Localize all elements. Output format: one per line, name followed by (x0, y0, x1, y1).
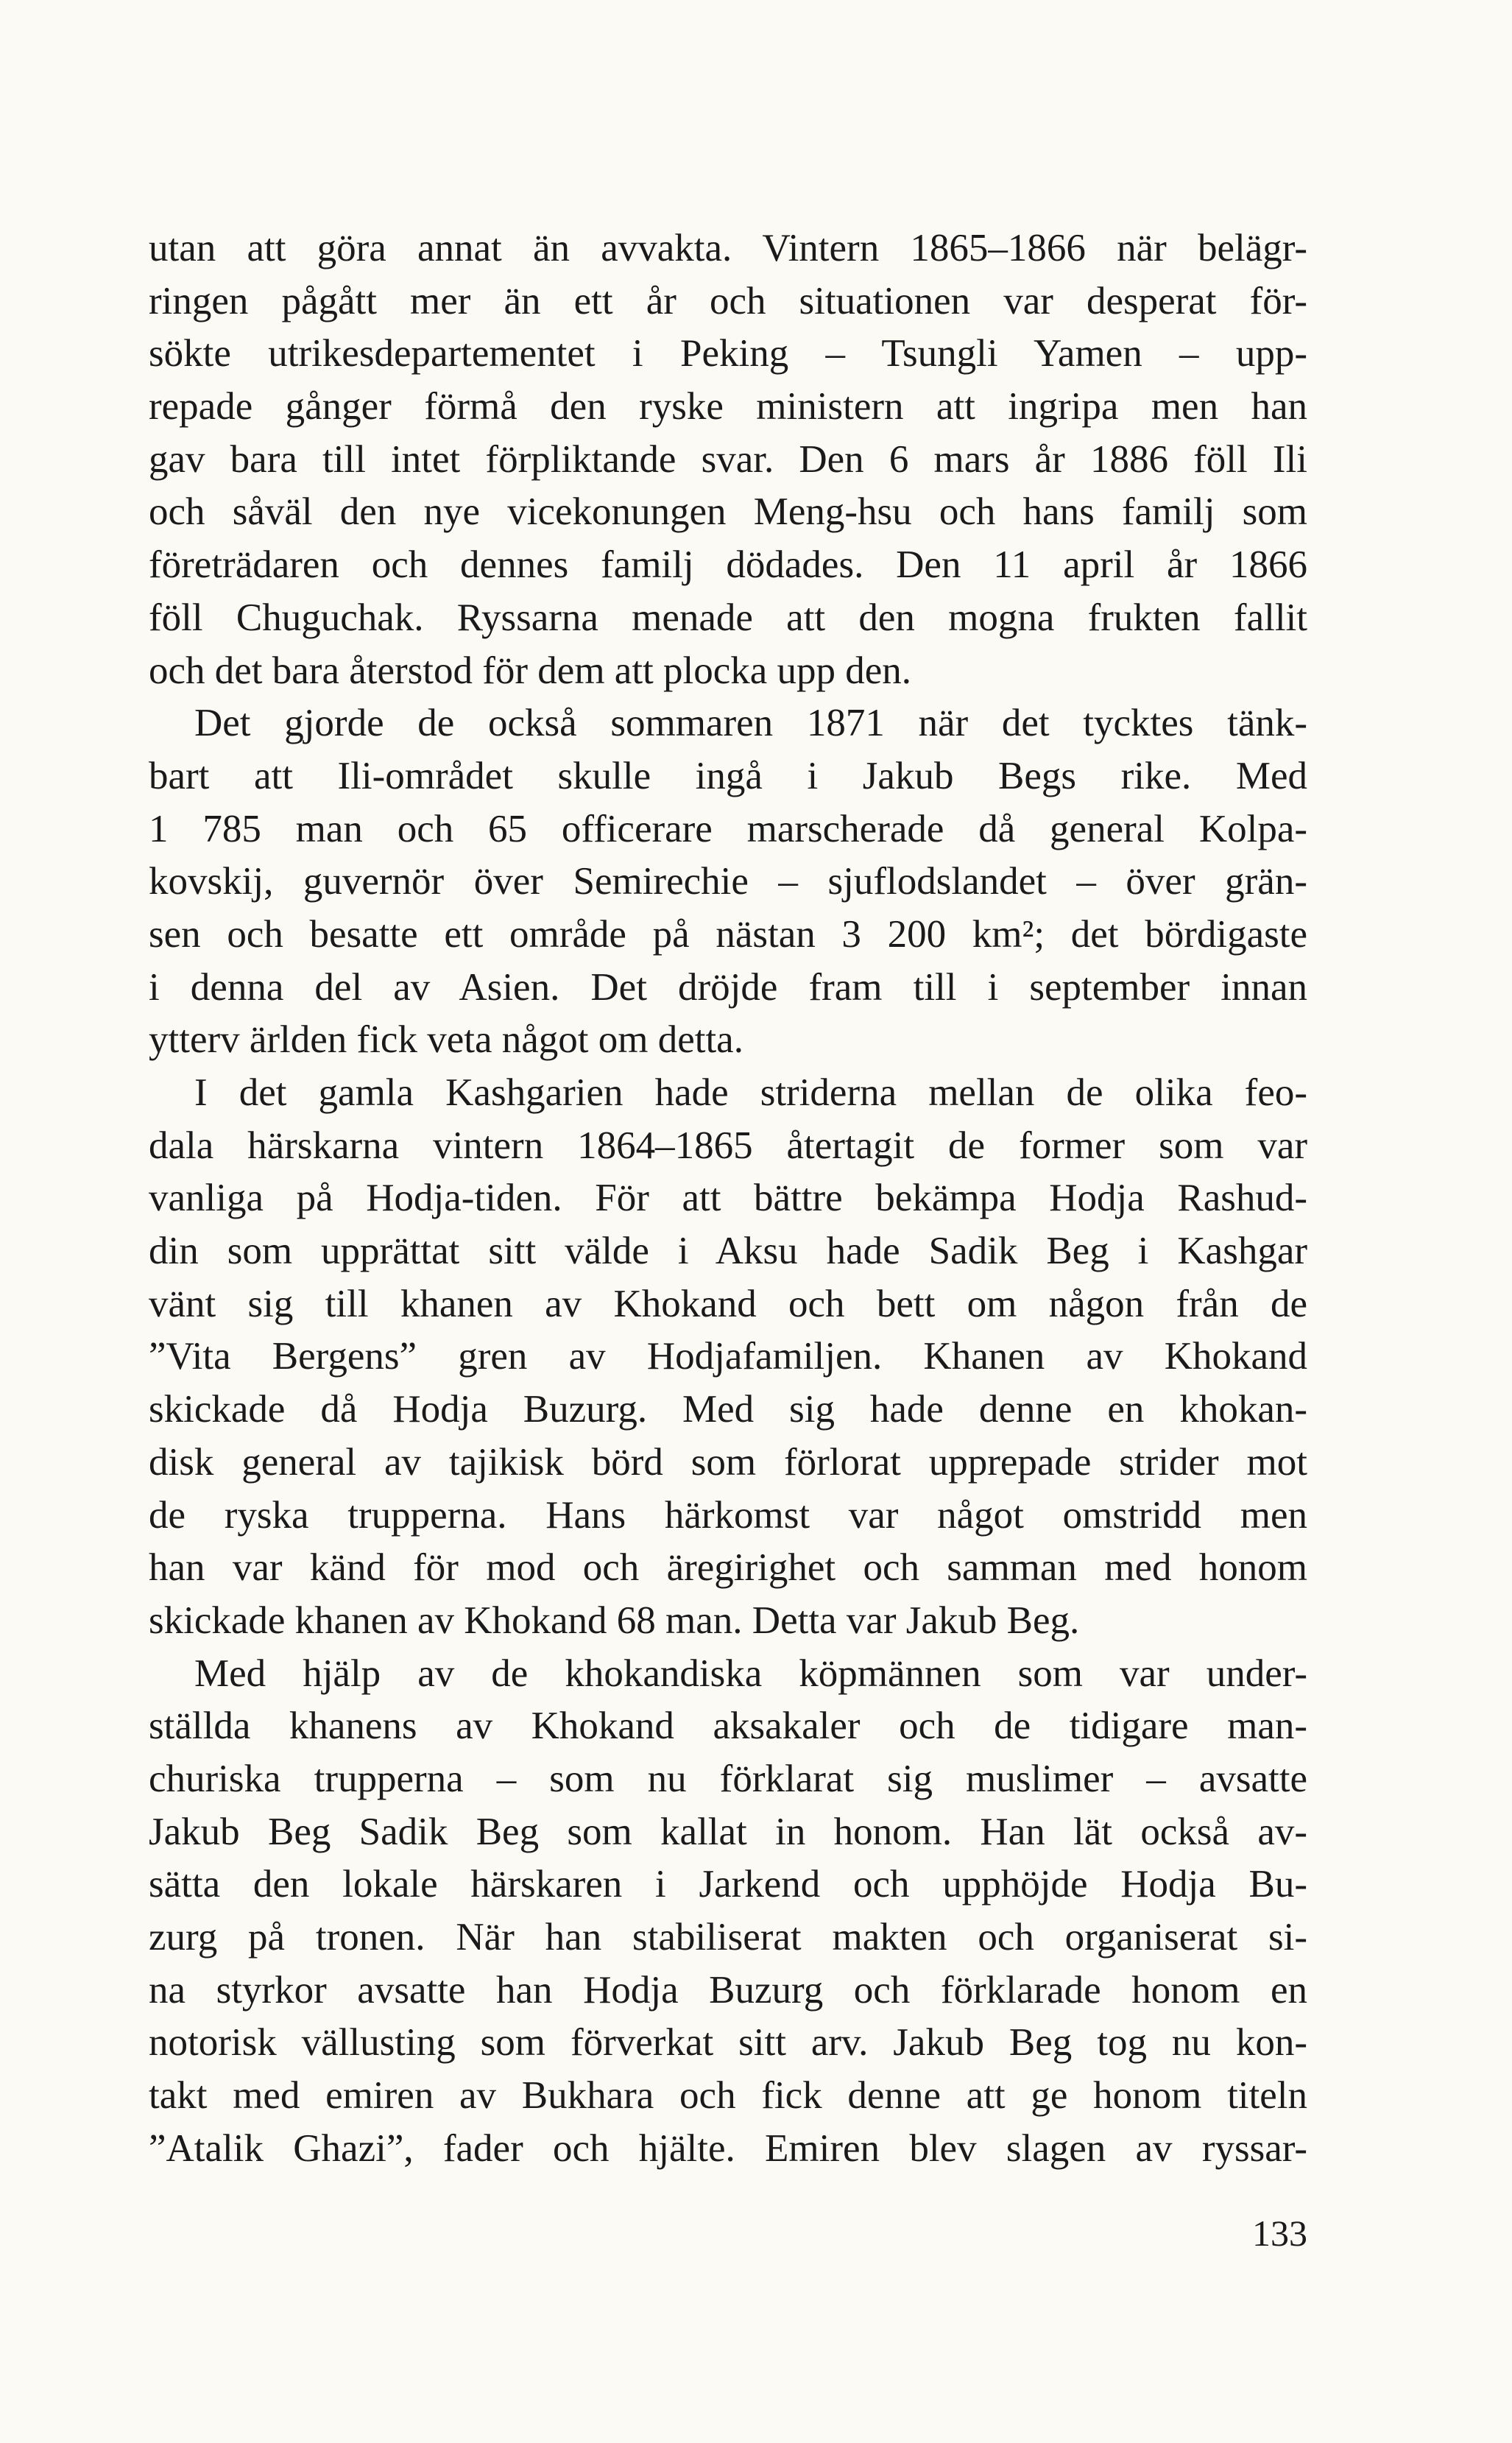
text-line: zurg på tronen. När han stabiliserat makten och organiserat si- (149, 1916, 1307, 1959)
text-line: företrädaren och dennes familj dödades. Den 11 april år 1866 (149, 543, 1307, 587)
text-line: kovskij, guvernör över Semirechie – sjuflodslandet – över grän- (149, 860, 1307, 903)
text-line: vänt sig till khanen av Khokand och bett om någon från de (149, 1282, 1307, 1325)
text-line: gav bara till intet förpliktande svar. Den 6 mars år 1886 föll Ili (149, 437, 1307, 481)
text-line: repade gånger förmå den ryske ministern att ingripa men han (149, 385, 1307, 429)
text-line: ringen pågått mer än ett år och situationen var desperat för- (149, 279, 1307, 322)
text-line: sätta den lokale härskaren i Jarkend och upphöjde Hodja Bu- (149, 1863, 1307, 1906)
text-line: takt med emiren av Bukhara och fick denne att ge honom titeln (149, 2074, 1307, 2118)
text-line: vanliga på Hodja-tiden. För att bättre bekämpa Hodja Rashud- (149, 1177, 1307, 1220)
text-line: och såväl den nye vicekonungen Meng-hsu och hans familj som (149, 490, 1307, 534)
text-line: disk general av tajikisk börd som förlorat upprepade strider mot (149, 1440, 1307, 1484)
text-line: ”Vita Bergens” gren av Hodjafamiljen. Khanen av Khokand (149, 1335, 1307, 1378)
text-line: och det bara återstod för dem att plocka upp den. (149, 649, 912, 692)
text-line: ställda khanens av Khokand aksakaler och de tidigare man- (149, 1705, 1307, 1748)
text-line: notorisk vällusting som förverkat sitt arv. Jakub Beg tog nu kon- (149, 2021, 1307, 2065)
text-line: churiska trupperna – som nu förklarat sig muslimer – avsatte (149, 1757, 1307, 1800)
text-line: ”Atalik Ghazi”, fader och hjälte. Emiren blev slagen av ryssar- (149, 2126, 1307, 2170)
text-line: I det gamla Kashgarien hade striderna mellan de olika feo- (194, 1071, 1307, 1114)
text-line: 1 785 man och 65 officerare marscherade då general Kolpa- (149, 807, 1307, 850)
text-line: skickade då Hodja Buzurg. Med sig hade denne en khokan- (149, 1388, 1307, 1431)
text-line: Jakub Beg Sadik Beg som kallat in honom. Han lät också av- (149, 1810, 1307, 1853)
text-line: bart att Ili-området skulle ingå i Jakub Begs rike. Med (149, 754, 1307, 797)
text-line: sen och besatte ett område på nästan 3 200 km²; det bördigaste (149, 912, 1307, 956)
body-text (149, 222, 1307, 2175)
text-line: Det gjorde de också sommaren 1871 när det tycktes tänk- (194, 702, 1307, 745)
text-line: na styrkor avsatte han Hodja Buzurg och förklarade honom en (149, 1968, 1307, 2012)
text-line: Med hjälp av de khokandiska köpmännen som var under- (194, 1651, 1307, 1695)
text-line: skickade khanen av Khokand 68 man. Detta var Jakub Beg. (149, 1598, 1080, 1642)
text-line: han var känd för mod och äregirighet och samman med honom (149, 1546, 1307, 1590)
text-line: utan att göra annat än avvakta. Vintern 1865–1866 när belägr- (149, 227, 1307, 269)
text-line: din som upprättat sitt välde i Aksu hade Sadik Beg i Kashgar (149, 1230, 1307, 1273)
text-line: ytterv ärlden fick veta något om detta. (149, 1018, 743, 1062)
text-line: i denna del av Asien. Det dröjde fram till i september innan (149, 965, 1307, 1009)
text-line: sökte utrikesdepartementet i Peking – Tsungli Yamen – upp- (149, 332, 1307, 376)
text-line: de ryska trupperna. Hans härkomst var något omstridd men (149, 1493, 1307, 1537)
page-number: 133 (1252, 2213, 1307, 2254)
text-line: föll Chuguchak. Ryssarna menade att den mogna frukten fallit (149, 596, 1307, 639)
text-line: dala härskarna vintern 1864–1865 återtagit de former som var (149, 1124, 1307, 1167)
